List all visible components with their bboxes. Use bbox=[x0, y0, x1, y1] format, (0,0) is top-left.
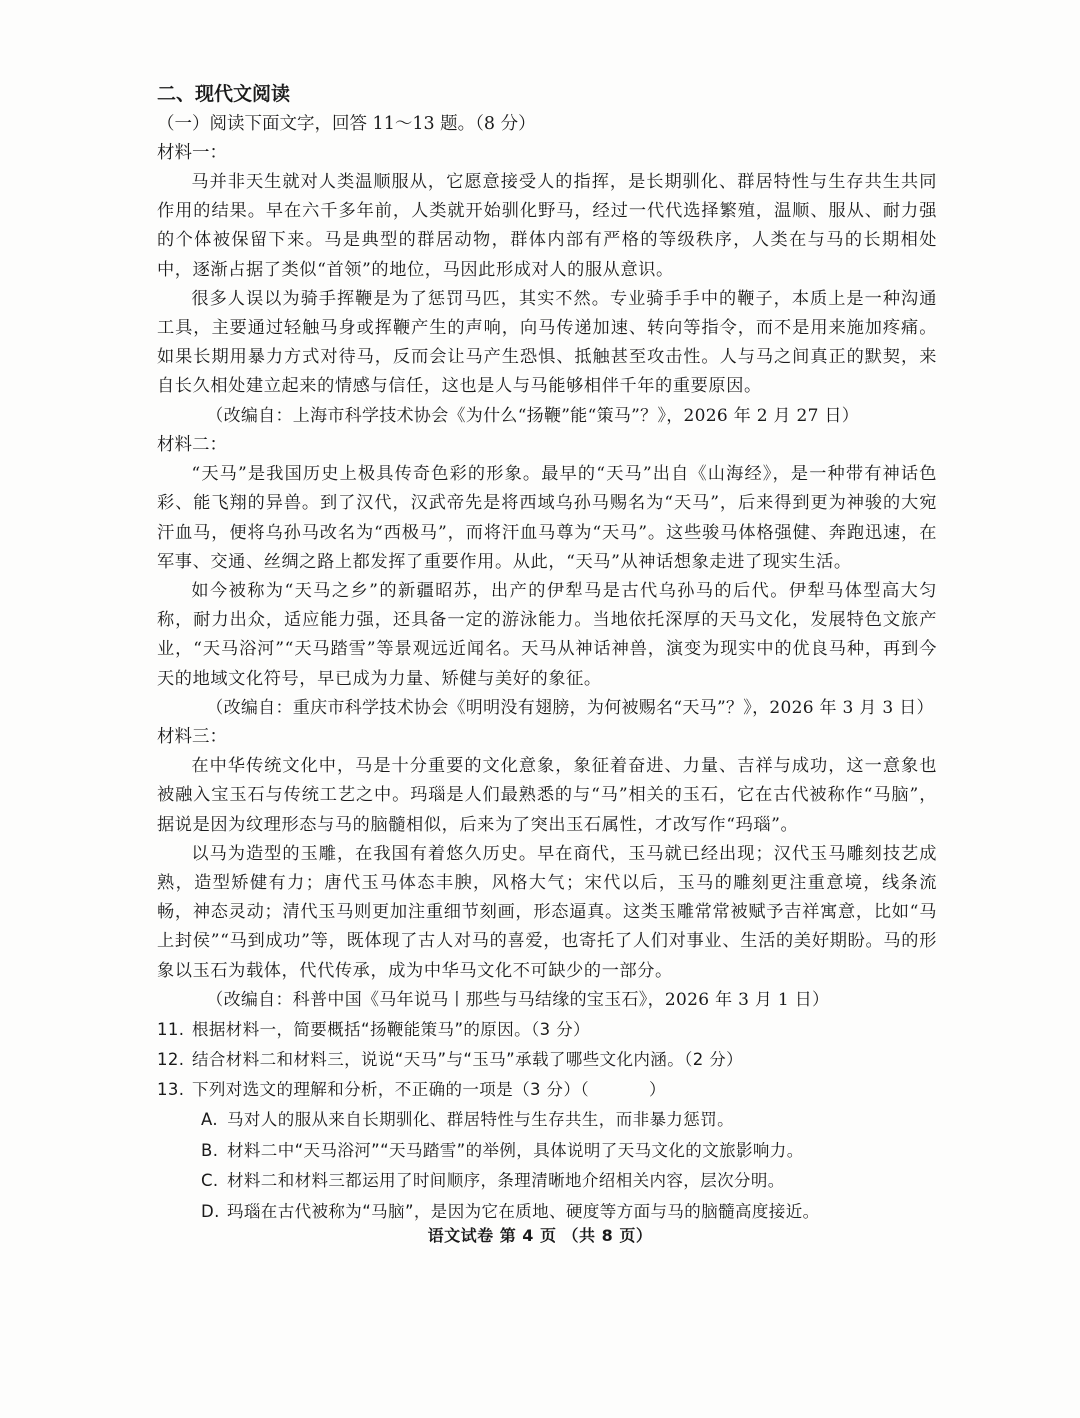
material-2 bbox=[157, 431, 937, 723]
option-c bbox=[157, 1166, 937, 1197]
option-text: 材料二和材料三都运用了时间顺序，条理清晰地介绍相关内容，层次分明。 bbox=[227, 1171, 785, 1191]
option-letter: D. bbox=[201, 1201, 220, 1221]
question-number: 13. bbox=[157, 1080, 185, 1100]
material-3 bbox=[157, 723, 937, 1015]
question-12 bbox=[157, 1045, 937, 1075]
question-text: 结合材料二和材料三，说说“天马”与“玉马”承载了哪些文化内涵。（2 分） bbox=[192, 1050, 744, 1070]
option-text: 马对人的服从来自长期驯化、群居特性与生存共生，而非暴力惩罚。 bbox=[227, 1110, 734, 1130]
material-1 bbox=[157, 139, 937, 431]
material-paragraph: 以马为造型的玉雕，在我国有着悠久历史。早在商代，玉马就已经出现；汉代玉马雕刻技艺成熟，造型矫健有力；唐代玉马体态丰腴，风格大气；宋代以后，玉马的雕刻更注重意境，线条流畅，神态灵动；清代玉马则更加注重细节刻画，形态逼真。这类玉雕常常被赋予吉祥寓意，比如“马上封侯”“马到成功”等，既体现了古人对马的喜爱，也寄托了人们对事业、生活的美好期盼。马的形象以玉石为载体，代代传承，成为中华马文化不可缺少的一部分。 bbox=[157, 843, 937, 981]
question-text: 下列对选文的理解和分析，不正确的一项是（3 分）（ bbox=[192, 1080, 589, 1100]
material-paragraph: 很多人误以为骑手挥鞭是为了惩罚马匹，其实不然。专业骑手手中的鞭子，本质上是一种沟通工具，主要通过轻触马身或挥鞭产生的声响，向马传递加速、转向等指令，而不是用来施加疼痛。如果长期用暴力方式对待马，反而会让马产生恐惧、抵触甚至攻击性。人与马之间真正的默契，来自长久相处建立起来的情感与信任，这也是人与马能够相伴千年的重要原因。 bbox=[157, 288, 937, 397]
page-footer: 语文试卷 第 4 页 （共 8 页） bbox=[427, 1226, 653, 1245]
question-13 bbox=[157, 1075, 937, 1105]
question-number: 12. bbox=[157, 1050, 185, 1070]
page-content bbox=[157, 80, 937, 1227]
material-label: 材料一： bbox=[157, 143, 227, 163]
material-source: （改编自：重庆市科学技术协会《明明没有翅膀，为何被赐名“天马”？》，2026 年 3 月 3 日） bbox=[206, 697, 934, 718]
material-paragraph: 马并非天生就对人类温顺服从，它愿意接受人的指挥，是长期驯化、群居特性与生存共生共同作用的结果。早在六千多年前，人类就开始驯化野马，经过一代代选择繁殖，温顺、服从、耐力强的个体被保留下来。马是典型的群居动物，群体内部有严格的等级秩序，人类在与马的长期相处中，逐渐占据了类似“首领”的地位，马因此形成对人的服从意识。 bbox=[157, 172, 937, 280]
option-text: 玛瑙在古代被称为“马脑”，是因为它在质地、硬度等方面与马的脑髓高度接近。 bbox=[227, 1201, 820, 1221]
option-letter: C. bbox=[201, 1171, 219, 1191]
material-source: （改编自：科普中国《马年说马丨那些与马结缘的宝玉石》，2026 年 3 月 1 日） bbox=[206, 989, 830, 1010]
material-label: 材料二： bbox=[157, 435, 227, 456]
section-title: 二、现代文阅读 bbox=[157, 83, 291, 105]
material-paragraph: 在中华传统文化中，马是十分重要的文化意象，象征着奋进、力量、吉祥与成功，这一意象也被融入宝玉石与传统工艺之中。玛瑙是人们最熟悉的与“马”相关的玉石，它在古代被称作“马脑”，据说是因为纹理形态与马的脑髓相似，后来为了突出玉石属性，才改写作“玛瑙”。 bbox=[157, 756, 937, 835]
option-letter: A. bbox=[201, 1110, 219, 1130]
option-letter: B. bbox=[201, 1140, 219, 1160]
questions bbox=[157, 1015, 937, 1227]
question-suffix: ） bbox=[649, 1080, 666, 1100]
option-a bbox=[157, 1105, 937, 1136]
material-paragraph: “天马”是我国历史上极具传奇色彩的形象。最早的“天马”出自《山海经》，是一种带有神话色彩、能飞翔的异兽。到了汉代，汉武帝先是将西域乌孙马赐名为“天马”，后来得到更为神骏的大宛汗血马，便将乌孙马改名为“西极马”，而将汗血马尊为“天马”。这些骏马体格强健、奔跑迅速，在军事、交通、丝绸之路上都发挥了重要作用。从此，“天马”从神话想象走进了现实生活。 bbox=[157, 464, 937, 572]
subsection-title: （一）阅读下面文字，回答 11～13 题。（8 分） bbox=[157, 114, 536, 134]
question-11 bbox=[157, 1015, 937, 1045]
question-number: 11. bbox=[157, 1020, 185, 1040]
option-b bbox=[157, 1136, 937, 1167]
option-text: 材料二中“天马浴河”“天马踏雪”的举例，具体说明了天马文化的文旅影响力。 bbox=[227, 1140, 804, 1160]
material-paragraph: 如今被称为“天马之乡”的新疆昭苏，出产的伊犁马是古代乌孙马的后代。伊犁马体型高大匀称，耐力出众，适应能力强，还具备一定的游泳能力。当地依托深厚的天马文化，发展特色文旅产业，“天马浴河”“天马踏雪”等景观远近闻名。天马从神话神兽，演变为现实中的优良马种，再到今天的地域文化符号，早已成为力量、矫健与美好的象征。 bbox=[157, 580, 937, 689]
material-label: 材料三： bbox=[157, 727, 227, 748]
material-source: （改编自：上海市科学技术协会《为什么“扬鞭”能“策马”？》，2026 年 2 月 27 日） bbox=[206, 405, 860, 426]
question-text: 根据材料一，简要概括“扬鞭能策马”的原因。（3 分） bbox=[192, 1020, 590, 1040]
